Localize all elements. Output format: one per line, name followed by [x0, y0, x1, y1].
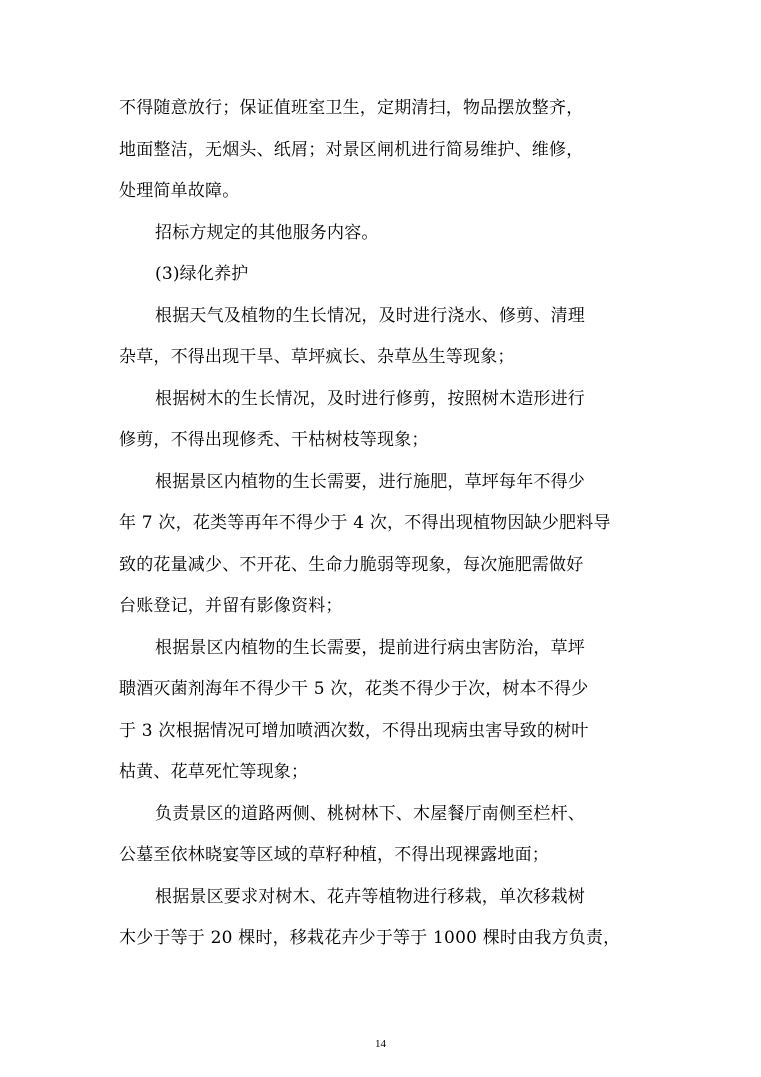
paragraph-line: 根据景区内植物的生长需要，进行施肥，草坪每年不得少 [155, 471, 585, 492]
paragraph-line: 根据景区要求对树木、花卉等植物进行移栽，单次移栽树 [155, 886, 585, 907]
text-line: 修剪，不得出现修秃、干枯树枝等现象； [119, 430, 429, 450]
text-line: 处理简单故障。 [119, 181, 240, 201]
text-line: 台账登记，并留有影像资料； [119, 596, 343, 616]
paragraph-line: 根据天气及植物的生长情况，及时进行浇水、修剪、清理 [155, 305, 585, 326]
page-number: 14 [375, 1038, 386, 1050]
paragraph-line: 招标方规定的其他服务内容。 [155, 222, 379, 243]
text-line: 枯黄、花草死忙等现象； [119, 762, 309, 782]
text-line: 杂草，不得出现干旱、草坪疯长、杂草丛生等现象； [119, 347, 515, 367]
text-line: 年 7 次，花类等再年不得少于 4 次，不得出现植物因缺少肥料导 [119, 513, 611, 533]
paragraph-line: 根据景区内植物的生长需要，提前进行病虫害防治，草坪 [155, 637, 585, 658]
text-line: 不得随意放行；保证值班室卫生，定期清扫，物品摆放整齐， [119, 98, 584, 118]
paragraph-line: 根据树木的生长情况，及时进行修剪，按照树木造形进行 [155, 388, 585, 409]
text-line: 公墓至依林晓宴等区域的草籽种植，不得出现裸露地面； [119, 845, 549, 865]
text-line: 聩酒灭菌剂海年不得少干 5 次，花类不得少于次，树本不得少 [119, 679, 589, 699]
text-line: 于 3 次根据情况可增加喷洒次数，不得出现病虫害导致的树叶 [119, 720, 589, 741]
paragraph-line: 负责景区的道路两侧、桃树林下、木屋餐厅南侧至栏杆、 [155, 803, 585, 824]
text-line: 地面整洁，无烟头、纸屑；对景区闸机进行简易维护、维修， [119, 139, 584, 160]
document-body [119, 88, 649, 960]
section-heading: (3)绿化养护 [155, 264, 249, 284]
text-line: 木少于等于 20 棵时，移栽花卉少于等于 1000 棵时由我方负责， [119, 928, 621, 948]
text-line: 致的花量减少、不开花、生命力脆弱等现象，每次施肥需做好 [119, 554, 584, 575]
